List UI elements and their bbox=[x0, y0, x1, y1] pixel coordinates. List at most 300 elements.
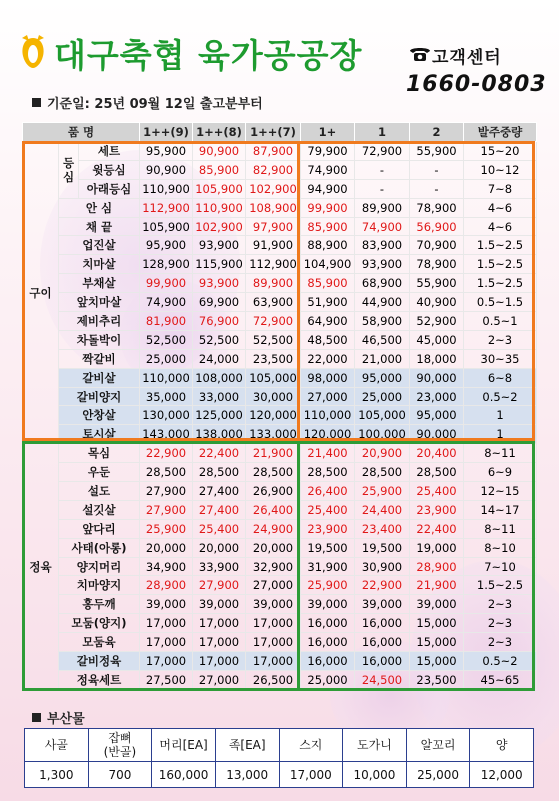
price-cell: 55,900 bbox=[410, 274, 464, 293]
price-cell: 89,900 bbox=[246, 274, 301, 293]
header-grade-2: 2 bbox=[410, 123, 464, 142]
price-cell: 17,000 bbox=[246, 633, 301, 652]
price-cell: 133,000 bbox=[246, 425, 301, 444]
price-cell: 110,900 bbox=[140, 179, 193, 198]
product-name: 설깃살 bbox=[59, 500, 140, 519]
header-grade-1: 1 bbox=[355, 123, 410, 142]
price-cell: 22,400 bbox=[193, 444, 246, 463]
price-cell: 98,000 bbox=[301, 368, 355, 387]
price-cell: 97,900 bbox=[246, 217, 301, 236]
table-row bbox=[23, 406, 537, 425]
price-cell: 40,900 bbox=[410, 293, 464, 312]
price-cell: 39,000 bbox=[301, 595, 355, 614]
table-row bbox=[23, 538, 537, 557]
price-cell: 30,900 bbox=[355, 557, 410, 576]
price-cell: 112,900 bbox=[246, 255, 301, 274]
price-cell: 35,000 bbox=[140, 387, 193, 406]
price-cell: 64,900 bbox=[301, 312, 355, 331]
byproducts-header-row bbox=[25, 729, 534, 762]
table-row bbox=[23, 519, 537, 538]
daegu-chukhyup-logo bbox=[18, 34, 48, 70]
order-weight-cell: 1.5~2.5 bbox=[464, 236, 537, 255]
product-name: 치마살 bbox=[59, 255, 140, 274]
base-date-line bbox=[32, 93, 263, 112]
price-cell: 28,900 bbox=[410, 557, 464, 576]
price-cell: 27,000 bbox=[246, 576, 301, 595]
table-row bbox=[23, 444, 537, 463]
customer-center-label: 고객센터 bbox=[432, 48, 502, 68]
price-cell: 39,000 bbox=[246, 595, 301, 614]
byproduct-value: 700 bbox=[88, 762, 152, 788]
price-cell: 26,400 bbox=[301, 482, 355, 501]
price-cell: 25,000 bbox=[140, 349, 193, 368]
price-cell: 81,900 bbox=[140, 312, 193, 331]
price-cell: 93,900 bbox=[193, 236, 246, 255]
price-cell: 28,900 bbox=[140, 576, 193, 595]
price-cell: 110,900 bbox=[193, 198, 246, 217]
order-weight-cell: 12~15 bbox=[464, 482, 537, 501]
price-cell: 20,000 bbox=[140, 538, 193, 557]
order-weight-cell: 4~6 bbox=[464, 198, 537, 217]
byproducts-title-text: 부산물 bbox=[47, 712, 85, 727]
price-cell: 51,900 bbox=[301, 293, 355, 312]
price-cell: 95,900 bbox=[140, 236, 193, 255]
price-cell: 55,900 bbox=[410, 142, 464, 161]
page-title: 대구축협 육가공공장 bbox=[54, 36, 363, 75]
table-row bbox=[23, 179, 537, 198]
price-cell: 72,900 bbox=[355, 142, 410, 161]
product-name: 모둠(양지) bbox=[59, 614, 140, 633]
price-cell: 72,900 bbox=[246, 312, 301, 331]
price-cell: 94,900 bbox=[301, 179, 355, 198]
price-cell: 93,900 bbox=[193, 274, 246, 293]
price-cell: 16,000 bbox=[355, 633, 410, 652]
table-row bbox=[23, 463, 537, 482]
square-bullet-icon bbox=[32, 713, 41, 722]
price-cell: 74,900 bbox=[355, 217, 410, 236]
price-cell: 23,500 bbox=[410, 670, 464, 689]
price-cell: 125,000 bbox=[193, 406, 246, 425]
price-cell: 68,900 bbox=[355, 274, 410, 293]
price-cell: 25,900 bbox=[355, 482, 410, 501]
price-cell: 17,000 bbox=[193, 652, 246, 671]
price-cell: 128,900 bbox=[140, 255, 193, 274]
product-name: 양지머리 bbox=[59, 557, 140, 576]
price-cell: 23,900 bbox=[301, 519, 355, 538]
price-cell: 16,000 bbox=[301, 633, 355, 652]
table-row bbox=[23, 198, 537, 217]
price-cell: 26,400 bbox=[246, 500, 301, 519]
order-weight-cell: 6~9 bbox=[464, 463, 537, 482]
price-cell: 95,000 bbox=[410, 406, 464, 425]
order-weight-cell: 7~8 bbox=[464, 179, 537, 198]
order-weight-cell: 6~8 bbox=[464, 368, 537, 387]
table-row bbox=[23, 312, 537, 331]
price-cell: 90,900 bbox=[140, 160, 193, 179]
table-row bbox=[23, 576, 537, 595]
price-cell: - bbox=[410, 160, 464, 179]
order-weight-cell: 0.5~2 bbox=[464, 652, 537, 671]
price-cell: 25,400 bbox=[193, 519, 246, 538]
price-cell: 78,900 bbox=[410, 198, 464, 217]
table-row bbox=[23, 387, 537, 406]
price-cell: 110,000 bbox=[301, 406, 355, 425]
price-cell: 88,900 bbox=[301, 236, 355, 255]
product-name: 목심 bbox=[59, 444, 140, 463]
price-cell: 17,000 bbox=[246, 652, 301, 671]
price-cell: 108,000 bbox=[193, 368, 246, 387]
byproduct-header: 족[EA] bbox=[215, 729, 279, 762]
price-cell: 90,000 bbox=[410, 425, 464, 444]
byproduct-header: 잡뼈 (반골) bbox=[88, 729, 152, 762]
price-cell: 27,000 bbox=[301, 387, 355, 406]
price-cell: 27,900 bbox=[140, 500, 193, 519]
subcategory-deungsim bbox=[59, 142, 79, 199]
product-name: 갈비살 bbox=[59, 368, 140, 387]
price-cell: 27,000 bbox=[193, 670, 246, 689]
product-name: 안 심 bbox=[59, 198, 140, 217]
product-name: 업진살 bbox=[59, 236, 140, 255]
price-cell: 69,900 bbox=[193, 293, 246, 312]
byproduct-value: 17,000 bbox=[279, 762, 343, 788]
order-weight-cell: 14~17 bbox=[464, 500, 537, 519]
price-cell: 89,900 bbox=[355, 198, 410, 217]
price-cell: 52,500 bbox=[193, 330, 246, 349]
price-cell: 21,900 bbox=[410, 576, 464, 595]
price-cell: 25,000 bbox=[301, 670, 355, 689]
product-name: 앞다리 bbox=[59, 519, 140, 538]
table-header-row bbox=[23, 123, 537, 142]
price-cell: 18,000 bbox=[410, 349, 464, 368]
price-cell: 19,000 bbox=[410, 538, 464, 557]
table-row bbox=[23, 293, 537, 312]
price-cell: 79,900 bbox=[301, 142, 355, 161]
price-cell: 52,500 bbox=[246, 330, 301, 349]
price-cell: 24,000 bbox=[193, 349, 246, 368]
order-weight-cell: 2~3 bbox=[464, 330, 537, 349]
product-name: 우둔 bbox=[59, 463, 140, 482]
header-grade-1p: 1+ bbox=[301, 123, 355, 142]
order-weight-cell: 1.5~2.5 bbox=[464, 576, 537, 595]
byproduct-value: 25,000 bbox=[406, 762, 470, 788]
price-cell: 82,900 bbox=[246, 160, 301, 179]
price-cell: 76,900 bbox=[193, 312, 246, 331]
product-name: 윗등심 bbox=[79, 160, 140, 179]
order-weight-cell: 1.5~2.5 bbox=[464, 274, 537, 293]
price-cell: 110,000 bbox=[140, 368, 193, 387]
price-cell: 24,900 bbox=[246, 519, 301, 538]
byproduct-header: 머리[EA] bbox=[152, 729, 216, 762]
price-cell: 25,400 bbox=[301, 500, 355, 519]
price-cell: 23,500 bbox=[246, 349, 301, 368]
price-cell: - bbox=[410, 179, 464, 198]
price-cell: 112,900 bbox=[140, 198, 193, 217]
header-grade-1pp8: 1++(8) bbox=[193, 123, 246, 142]
order-weight-cell: 2~3 bbox=[464, 595, 537, 614]
price-cell: 21,000 bbox=[355, 349, 410, 368]
price-cell: 52,500 bbox=[140, 330, 193, 349]
square-bullet-icon bbox=[32, 98, 41, 107]
order-weight-cell: 1 bbox=[464, 425, 537, 444]
price-cell: 22,000 bbox=[301, 349, 355, 368]
price-cell: 25,900 bbox=[140, 519, 193, 538]
table-row bbox=[23, 160, 537, 179]
price-cell: 20,000 bbox=[246, 538, 301, 557]
price-cell: 85,900 bbox=[301, 217, 355, 236]
price-cell: 16,000 bbox=[355, 614, 410, 633]
price-cell: 17,000 bbox=[140, 633, 193, 652]
price-cell: 58,900 bbox=[355, 312, 410, 331]
telephone-icon bbox=[408, 44, 432, 62]
price-cell: 143,000 bbox=[140, 425, 193, 444]
table-row bbox=[23, 236, 537, 255]
price-cell: 17,000 bbox=[140, 652, 193, 671]
price-cell: 90,000 bbox=[410, 368, 464, 387]
price-cell: 21,900 bbox=[246, 444, 301, 463]
order-weight-cell: 0.5~1.5 bbox=[464, 293, 537, 312]
price-cell: 26,900 bbox=[246, 482, 301, 501]
product-name: 아래등심 bbox=[79, 179, 140, 198]
order-weight-cell: 4~6 bbox=[464, 217, 537, 236]
product-name: 안창살 bbox=[59, 406, 140, 425]
price-cell: - bbox=[355, 160, 410, 179]
product-name: 차돌박이 bbox=[59, 330, 140, 349]
table-row bbox=[23, 425, 537, 444]
price-cell: 15,000 bbox=[410, 614, 464, 633]
product-name: 채 끝 bbox=[59, 217, 140, 236]
price-cell: 22,900 bbox=[140, 444, 193, 463]
category-jeongyuk: 정육 bbox=[23, 444, 59, 690]
price-cell: 17,000 bbox=[140, 614, 193, 633]
price-cell: 90,900 bbox=[193, 142, 246, 161]
price-cell: 99,900 bbox=[301, 198, 355, 217]
byproduct-header: 도가니 bbox=[343, 729, 407, 762]
price-cell: 15,000 bbox=[410, 633, 464, 652]
order-weight-cell: 1.5~2.5 bbox=[464, 255, 537, 274]
table-row bbox=[23, 557, 537, 576]
product-name: 홍두깨 bbox=[59, 595, 140, 614]
table-row bbox=[23, 670, 537, 689]
price-cell: 16,000 bbox=[301, 652, 355, 671]
table-row bbox=[23, 368, 537, 387]
order-weight-cell: 2~3 bbox=[464, 633, 537, 652]
price-cell: 30,000 bbox=[246, 387, 301, 406]
price-cell: 45,000 bbox=[410, 330, 464, 349]
price-cell: 20,000 bbox=[193, 538, 246, 557]
product-name: 사태(아롱) bbox=[59, 538, 140, 557]
price-cell: 23,400 bbox=[355, 519, 410, 538]
price-cell: 28,500 bbox=[193, 463, 246, 482]
price-cell: 85,900 bbox=[193, 160, 246, 179]
order-weight-cell: 8~11 bbox=[464, 444, 537, 463]
price-cell: 28,500 bbox=[410, 463, 464, 482]
product-name: 설도 bbox=[59, 482, 140, 501]
price-cell: 19,500 bbox=[355, 538, 410, 557]
price-cell: 39,000 bbox=[193, 595, 246, 614]
price-cell: 16,000 bbox=[301, 614, 355, 633]
product-name: 갈비양지 bbox=[59, 387, 140, 406]
byproduct-header: 알꼬리 bbox=[406, 729, 470, 762]
price-cell: 39,000 bbox=[410, 595, 464, 614]
price-cell: 15,000 bbox=[410, 652, 464, 671]
price-cell: 102,900 bbox=[246, 179, 301, 198]
price-cell: 17,000 bbox=[193, 614, 246, 633]
price-cell: 31,900 bbox=[301, 557, 355, 576]
product-name: 부채살 bbox=[59, 274, 140, 293]
price-cell: 33,900 bbox=[193, 557, 246, 576]
price-cell: 78,900 bbox=[410, 255, 464, 274]
price-cell: 91,900 bbox=[246, 236, 301, 255]
header-grade-1pp7: 1++(7) bbox=[246, 123, 301, 142]
order-weight-cell: 0.5~1 bbox=[464, 312, 537, 331]
price-cell: 28,500 bbox=[246, 463, 301, 482]
header-order-weight: 발주중량 bbox=[464, 123, 537, 142]
price-cell: 32,900 bbox=[246, 557, 301, 576]
price-cell: 26,500 bbox=[246, 670, 301, 689]
table-row bbox=[23, 482, 537, 501]
price-cell: 39,000 bbox=[355, 595, 410, 614]
category-gui: 구이 bbox=[23, 142, 59, 444]
price-cell: 48,500 bbox=[301, 330, 355, 349]
price-cell: 22,900 bbox=[355, 576, 410, 595]
byproduct-value: 10,000 bbox=[343, 762, 407, 788]
customer-center-phone: 1660-0803 bbox=[406, 72, 547, 97]
byproduct-value: 12,000 bbox=[470, 762, 534, 788]
price-cell: 95,000 bbox=[355, 368, 410, 387]
price-cell: 93,900 bbox=[355, 255, 410, 274]
price-cell: 120,000 bbox=[301, 425, 355, 444]
byproducts-table bbox=[24, 728, 534, 788]
price-cell: 27,500 bbox=[140, 670, 193, 689]
base-date-text: 기준일: 25년 09월 12일 출고분부터 bbox=[47, 97, 263, 112]
byproduct-value: 160,000 bbox=[152, 762, 216, 788]
price-cell: 70,900 bbox=[410, 236, 464, 255]
price-table bbox=[22, 122, 537, 690]
price-cell: 34,900 bbox=[140, 557, 193, 576]
price-cell: 52,900 bbox=[410, 312, 464, 331]
price-cell: 85,900 bbox=[301, 274, 355, 293]
price-cell: 27,900 bbox=[140, 482, 193, 501]
product-name: 짝갈비 bbox=[59, 349, 140, 368]
price-cell: 46,500 bbox=[355, 330, 410, 349]
price-cell: 24,400 bbox=[355, 500, 410, 519]
order-weight-cell: 10~12 bbox=[464, 160, 537, 179]
table-row bbox=[23, 500, 537, 519]
price-cell: 83,900 bbox=[355, 236, 410, 255]
price-cell: 25,400 bbox=[410, 482, 464, 501]
price-cell: 28,500 bbox=[355, 463, 410, 482]
price-cell: 115,900 bbox=[193, 255, 246, 274]
price-cell: 138,000 bbox=[193, 425, 246, 444]
price-table-body bbox=[23, 142, 537, 690]
price-cell: 27,900 bbox=[193, 576, 246, 595]
byproduct-value: 13,000 bbox=[215, 762, 279, 788]
byproducts-title bbox=[32, 708, 85, 727]
price-cell: 39,000 bbox=[140, 595, 193, 614]
price-cell: 99,900 bbox=[140, 274, 193, 293]
price-cell: 16,000 bbox=[355, 652, 410, 671]
price-cell: 28,500 bbox=[301, 463, 355, 482]
order-weight-cell: 30~35 bbox=[464, 349, 537, 368]
price-cell: 24,500 bbox=[355, 670, 410, 689]
price-cell: 28,500 bbox=[140, 463, 193, 482]
order-weight-cell: 8~11 bbox=[464, 519, 537, 538]
price-cell: 102,900 bbox=[193, 217, 246, 236]
price-cell: 27,400 bbox=[193, 482, 246, 501]
order-weight-cell: 8~10 bbox=[464, 538, 537, 557]
price-cell: 33,000 bbox=[193, 387, 246, 406]
product-name: 정육세트 bbox=[59, 670, 140, 689]
byproduct-header: 스지 bbox=[279, 729, 343, 762]
price-cell: 20,900 bbox=[355, 444, 410, 463]
price-cell: 95,900 bbox=[140, 142, 193, 161]
product-name: 제비추리 bbox=[59, 312, 140, 331]
price-cell: 74,900 bbox=[140, 293, 193, 312]
table-row bbox=[23, 330, 537, 349]
price-cell: 87,900 bbox=[246, 142, 301, 161]
price-cell: 19,500 bbox=[301, 538, 355, 557]
order-weight-cell: 1 bbox=[464, 406, 537, 425]
price-cell: 25,900 bbox=[301, 576, 355, 595]
header-product-name: 품 명 bbox=[23, 123, 140, 142]
product-name: 치마양지 bbox=[59, 576, 140, 595]
table-row bbox=[23, 595, 537, 614]
price-cell: 25,000 bbox=[355, 387, 410, 406]
price-cell: 23,000 bbox=[410, 387, 464, 406]
order-weight-cell: 45~65 bbox=[464, 670, 537, 689]
table-row bbox=[23, 652, 537, 671]
price-cell: 105,900 bbox=[140, 217, 193, 236]
price-cell: 17,000 bbox=[246, 614, 301, 633]
price-cell: 105,000 bbox=[355, 406, 410, 425]
price-cell: 74,900 bbox=[301, 160, 355, 179]
table-row bbox=[23, 217, 537, 236]
price-cell: 108,900 bbox=[246, 198, 301, 217]
table-row bbox=[23, 633, 537, 652]
price-cell: 23,900 bbox=[410, 500, 464, 519]
price-cell: 56,900 bbox=[410, 217, 464, 236]
price-cell: 21,400 bbox=[301, 444, 355, 463]
byproduct-value: 1,300 bbox=[25, 762, 89, 788]
byproducts-value-row bbox=[25, 762, 534, 788]
price-cell: 27,400 bbox=[193, 500, 246, 519]
table-row bbox=[23, 349, 537, 368]
table-row bbox=[23, 274, 537, 293]
order-weight-cell: 15~20 bbox=[464, 142, 537, 161]
byproduct-header: 사골 bbox=[25, 729, 89, 762]
product-name: 세트 bbox=[79, 142, 140, 161]
product-name: 갈비정육 bbox=[59, 652, 140, 671]
price-cell: 130,000 bbox=[140, 406, 193, 425]
table-row bbox=[23, 142, 537, 161]
product-name: 앞치마살 bbox=[59, 293, 140, 312]
price-cell: 105,000 bbox=[246, 368, 301, 387]
table-row bbox=[23, 255, 537, 274]
price-cell: 20,400 bbox=[410, 444, 464, 463]
table-row bbox=[23, 614, 537, 633]
header-grade-1pp9: 1++(9) bbox=[140, 123, 193, 142]
byproduct-header: 양 bbox=[470, 729, 534, 762]
product-name: 토시살 bbox=[59, 425, 140, 444]
price-cell: 104,900 bbox=[301, 255, 355, 274]
price-cell: 17,000 bbox=[193, 633, 246, 652]
product-name: 모둠육 bbox=[59, 633, 140, 652]
order-weight-cell: 7~10 bbox=[464, 557, 537, 576]
order-weight-cell: 0.5~2 bbox=[464, 387, 537, 406]
order-weight-cell: 2~3 bbox=[464, 614, 537, 633]
price-cell: - bbox=[355, 179, 410, 198]
subcategory-deungsim-label: 등심 bbox=[62, 155, 75, 184]
